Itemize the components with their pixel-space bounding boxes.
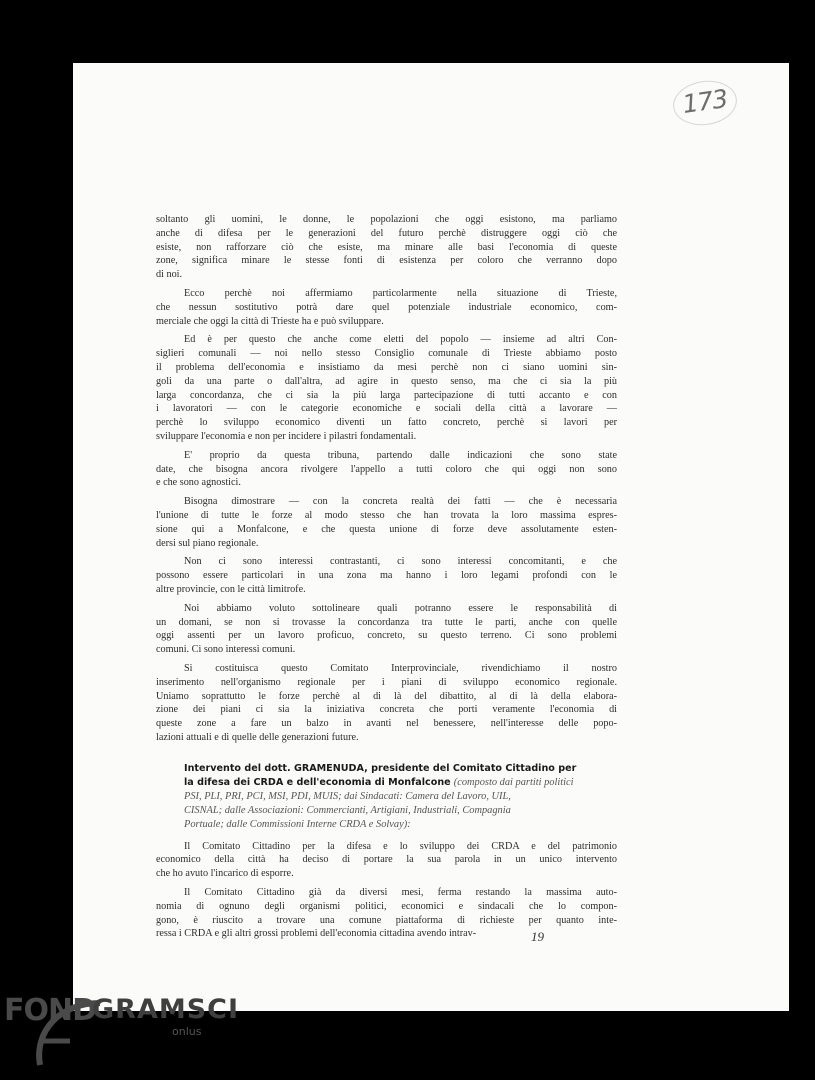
speech-heading [156, 762, 617, 832]
text-line: queste zone a fare un balzo in avanti nel benessere, nell'interesse delle popo- [156, 718, 617, 730]
heading-bold-line: Intervento del dott. GRAMENUDA, presidente del Comitato Cittadino per [184, 762, 577, 774]
heading-italic-line: CISNAL; dalle Associazioni: Commercianti, Artigiani, Industriali, Compagnia [184, 804, 511, 816]
heading-italic-line: PSI, PLI, PRI, PCI, MSI, PDI, MUIS; dai Sindacati: Camera del Lavoro, UIL, [184, 790, 511, 802]
text-line: economico della città ha deciso di portare la sua parola in un unico intervento [156, 854, 617, 866]
text-line: Il Comitato Cittadino già da diversi mesi, ferma restando la massima auto- [184, 887, 617, 899]
text-line: lazioni attuali e di quelle delle generazioni future. [156, 731, 359, 743]
text-line: Bisogna dimostrare — con la concreta realtà dei fatti — che è necessaria [184, 496, 617, 508]
text-line: esiste, non rafforzare ciò che esiste, ma minare alle basi l'economia di queste [156, 241, 617, 253]
text-line: sviluppare l'economia e non per incidere i pilastri fondamentali. [156, 430, 417, 442]
text-line: nomia di ognuno degli organismi politici, economici e sindacali che lo compon- [156, 900, 617, 912]
logo-fond-text: FOND [4, 993, 97, 1028]
paragraph [156, 840, 617, 881]
paragraph [156, 287, 617, 328]
text-line: Si costituisca questo Comitato Interprovinciale, rivendichiamo il nostro [184, 662, 617, 674]
text-line: che ho avuto l'incarico di esporre. [156, 868, 294, 880]
text-line: possono essere particolari in una zona ma hanno i loro legami profondi con le [156, 570, 617, 582]
text-line: Il Comitato Cittadino per la difesa e lo sviluppo dei CRDA e del patrimonio [184, 840, 617, 852]
text-line: oggi assenti per un lavoro proficuo, concreto, su questo terreno. Ci sono problemi [156, 630, 617, 642]
text-line: larga concordanza, che ci sia la più larga partecipazione di tutti accanto e con [156, 389, 617, 401]
text-line: Ecco perchè noi affermiamo particolarmente nella situazione di Trieste, [184, 287, 617, 299]
paragraphs-before-heading [156, 213, 617, 745]
heading-italic-line: Portuale; dalle Commissioni Interne CRDA e Solvay): [184, 818, 411, 830]
logo-gramsci-text: GRAMSCI [92, 994, 240, 1025]
text-line: E' proprio da questa tribuna, partendo dalle indicazioni che sono state [184, 449, 617, 461]
fondazione-gramsci-logo [0, 985, 240, 1080]
text-line: Uniamo soprattutto le forze perchè al di là del dibattito, al di là della elabora- [156, 690, 617, 702]
paragraph [156, 495, 617, 550]
paragraph [156, 555, 617, 596]
text-line: comuni. Ci sono interessi comuni. [156, 644, 296, 656]
text-line: siglieri comunali — noi nello stesso Consiglio comunale di Trieste abbiamo posto [156, 348, 617, 360]
text-line: inserimento nell'organismo regionale per i piani di sviluppo economico regionale. [156, 676, 617, 688]
logo-onlus-text: onlus [172, 1025, 202, 1038]
paragraph [156, 449, 617, 490]
text-line: ressa i CRDA e gli altri grossi problemi dell'economia cittadina avendo intrav- [156, 928, 477, 940]
document-page [73, 63, 789, 1011]
text-line: dersi sul piano regionale. [156, 537, 259, 549]
text-line: di noi. [156, 269, 183, 281]
text-line: zone, significa minare le stesse fonti di esistenza per coloro che verranno dopo [156, 255, 617, 267]
paragraph [156, 213, 617, 282]
text-line: gono, è riuscito a trovare una comune piattaforma di richieste per quanto inte- [156, 914, 617, 926]
text-line: perchè lo sviluppo economico diventi un fatto concreto, perchè si lavori per [156, 417, 617, 429]
text-line: i lavoratori — con le categorie economiche e sociali della città a lavorare — [156, 403, 617, 415]
page-number: 19 [531, 929, 544, 944]
text-line: Non ci sono interessi contrastanti, ci sono interessi concomitanti, e che [184, 556, 617, 568]
text-line: l'unione di tutte le forze al modo stesso che han trovata la loro massima espres- [156, 509, 617, 521]
text-line: sione qui a Monfalcone, e che questa unione di forze deve assolutamente esten- [156, 523, 617, 535]
text-line: Noi abbiamo voluto sottolineare quali potranno essere le responsabilità di [184, 602, 617, 614]
text-line: Ed è per questo che anche come eletti del popolo — insieme ad altri Con- [184, 334, 617, 346]
text-line: merciale che oggi la città di Trieste ha e può sviluppare. [156, 315, 384, 327]
text-line: anche di difesa per le generazioni del futuro perchè distruggere oggi ciò che [156, 227, 617, 239]
heading-bold-line: la difesa dei CRDA e dell'economia di Monfalcone [184, 776, 451, 788]
text-line: goli da una parte o dall'altra, ad agire in questo senso, ma che ci sia la più [156, 375, 617, 387]
text-line: un domani, se non si trovasse la concordanza tra tutte le parti, anche con quelle [156, 616, 617, 628]
paragraph [156, 333, 617, 443]
text-line: soltanto gli uomini, le donne, le popolazioni che oggi esistono, ma parliamo [156, 214, 617, 225]
text-line: che nessun sostitutivo potrà dare quel potenziale industriale economico, com- [156, 301, 617, 313]
heading-italic-line: (composto dai partiti politici [453, 776, 574, 788]
paragraph [156, 662, 617, 745]
text-line: date, che bisogna ancora rivolgere l'appello a tutti coloro che qui oggi non sono [156, 463, 617, 475]
paragraphs-after-heading [156, 840, 617, 942]
text-line: il problema dell'economia e insistiamo da mesi perchè non ci siano uomini sin- [156, 361, 617, 373]
text-line: altre provincie, con le città limitrofe. [156, 583, 306, 595]
body-text [156, 213, 617, 946]
archive-stamp: 173 [670, 77, 740, 129]
text-line: e che sono agnostici. [156, 477, 241, 489]
text-line: zione dei piani ci sia la iniziativa concreta che porti veramente l'economia di [156, 704, 617, 716]
paragraph [156, 886, 617, 941]
paragraph [156, 602, 617, 657]
